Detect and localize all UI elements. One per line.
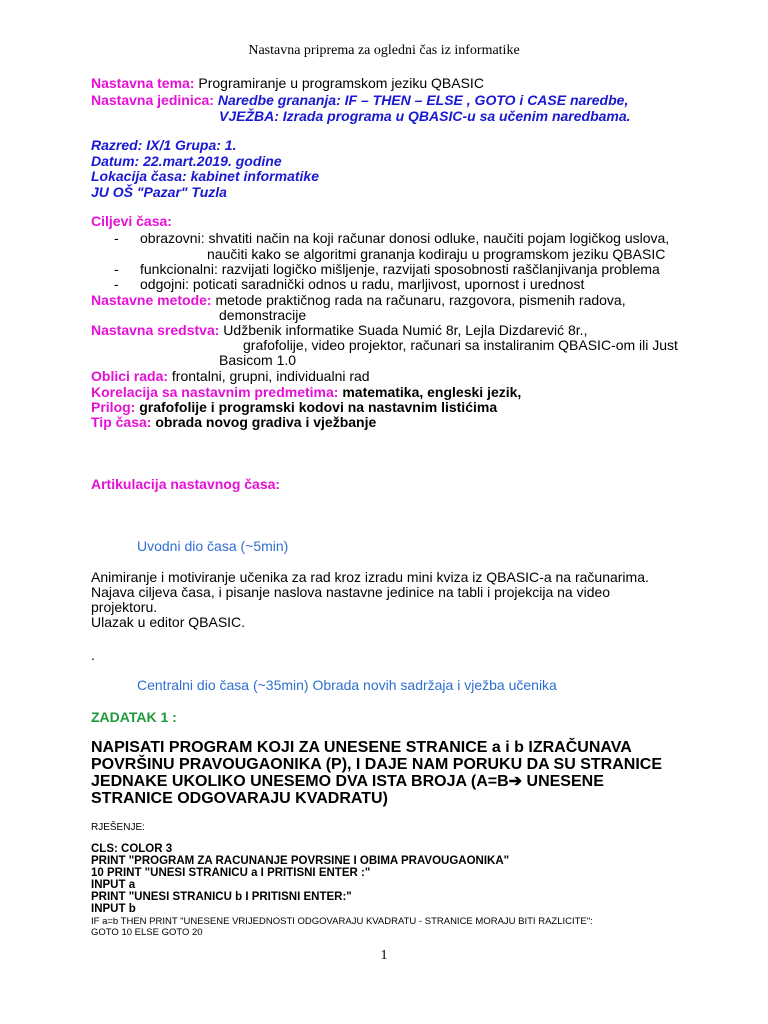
cilj-obrazovni: obrazovni: shvatiti način na koji računar donosi odluke, naučiti pojam logičkog uslova, <box>140 230 670 246</box>
code-line: PRINT "UNESI STRANICU b I PRITISNI ENTER:" <box>91 891 352 903</box>
datum: Datum: 22.mart.2019. godine <box>91 153 282 169</box>
metode-value-2: demonstracije <box>219 307 307 323</box>
oblici-label: Oblici rada: <box>91 368 169 384</box>
cilj-funkcionalni: funkcionalni: razvijati logičko mišljenje, razvijati sposobnosti raščlanjivanja problema <box>140 261 660 277</box>
sredstva-label: Nastavna sredstva: <box>91 322 220 338</box>
bullet-dash: - <box>114 230 119 246</box>
tip-row <box>91 415 376 430</box>
tema-label: Nastavna tema: <box>91 75 195 91</box>
sredstva-value-2: grafofolije, video projektor, računari sa instaliranim QBASIC-om ili Just <box>243 337 678 353</box>
ciljevi-label: Ciljevi časa: <box>91 213 172 229</box>
code-line: 10 PRINT "UNESI STRANICU a I PRITISNI ENTER :" <box>91 867 371 879</box>
uvodni-paragraph-4: Ulazak u editor QBASIC. <box>91 614 246 630</box>
sredstva-row <box>91 323 587 338</box>
jedinica-value: Naredbe grananja: IF – THEN – ELSE , GOTO i CASE naredbe, <box>217 92 629 108</box>
prilog-label: Prilog: <box>91 399 136 415</box>
korelacija-row <box>91 385 521 400</box>
cilj-odgojni: odgojni: poticati saradnički odnos u radu, marljivost, upornost i urednost <box>140 276 585 292</box>
page-number: 1 <box>380 948 388 963</box>
uvodni-paragraph-1: Animiranje i motiviranje učenika za rad kroz izradu mini kviza iz QBASIC-a na računarima. <box>91 569 649 585</box>
code-line: CLS: COLOR 3 <box>91 843 173 855</box>
bullet-dash: - <box>114 261 119 277</box>
code-line-small: IF a=b THEN PRINT "UNESENE VRIJEDNOSTI ODGOVARAJU KVADRATU - STRANICE MORAJU BITI RAZLICITE": <box>91 916 593 927</box>
metode-value: metode praktičnog rada na računaru, razgovora, pismenih radova, <box>215 292 626 308</box>
skola: JU OŠ "Pazar" Tuzla <box>91 184 227 200</box>
sredstva-value: Udžbenik informatike Suada Numić 8r, Lejla Dizdarević 8r., <box>223 322 588 338</box>
tip-label: Tip časa: <box>91 414 152 430</box>
rjesenje-label: RJEŠENJE: <box>91 822 145 833</box>
metode-label: Nastavne metode: <box>91 292 212 308</box>
jedinica-row <box>91 93 628 108</box>
metode-row <box>91 293 626 308</box>
bullet-dash: - <box>114 276 119 292</box>
zadatak-line-3-end: UNESENE <box>522 773 604 790</box>
zadatak-line-3 <box>91 773 604 790</box>
tema-row <box>91 76 484 91</box>
right-arrow-icon: ➔ <box>508 773 523 790</box>
code-line-small: GOTO 10 ELSE GOTO 20 <box>91 927 203 938</box>
uvodni-paragraph-2: Najava ciljeva časa, i pisanje naslova nastavne jedinice na tabli i projekcija na video <box>91 584 611 600</box>
artikulacija-heading: Artikulacija nastavnog časa: <box>91 476 281 492</box>
code-line: INPUT b <box>91 903 136 915</box>
razred: Razred: IX/1 Grupa: 1. <box>91 137 237 153</box>
sredstva-value-3: Basicom 1.0 <box>219 352 297 368</box>
cilj-obrazovni-2: naučiti kako se algoritmi grananja kodiraju u programskom jeziku QBASIC <box>207 246 666 262</box>
jedinica-value-2: VJEŽBA: Izrada programa u QBASIC-u sa učenim naredbama. <box>219 108 631 124</box>
tip-value: obrada novog gradiva i vježbanje <box>155 414 377 430</box>
zadatak-line-1: NAPISATI PROGRAM KOJI ZA UNESENE STRANICE a i b IZRAČUNAVA <box>91 739 632 756</box>
stray-dot: . <box>91 647 95 663</box>
zadatak-heading: ZADATAK 1 : <box>91 709 177 725</box>
korelacija-value: matematika, engleski jezik, <box>342 384 522 400</box>
zadatak-line-4: STRANICE ODGOVARAJU KVADRATU) <box>91 790 388 807</box>
uvodni-paragraph-3: projektoru. <box>91 599 158 615</box>
oblici-row <box>91 369 370 384</box>
oblici-value: frontalni, grupni, individualni rad <box>171 368 370 384</box>
code-line: INPUT a <box>91 879 136 891</box>
lokacija: Lokacija časa: kabinet informatike <box>91 168 319 184</box>
centralni-link[interactable]: Centralni dio časa (~35min) Obrada novih sadržaja i vježba učenika <box>137 677 557 693</box>
page-title: Nastavna priprema za ogledni čas iz informatike <box>248 43 520 58</box>
code-line: PRINT "PROGRAM ZA RACUNANJE POVRSINE I OBIMA PRAVOUGAONIKA" <box>91 855 510 867</box>
prilog-value: grafofolije i programski kodovi na nastavnim listićima <box>139 399 498 415</box>
zadatak-line-3-text: JEDNAKE UKOLIKO UNESEMO DVA ISTA BROJA (A=B <box>91 773 509 790</box>
prilog-row <box>91 400 497 415</box>
uvodni-link[interactable]: Uvodni dio časa (~5min) <box>137 538 289 554</box>
zadatak-line-2: POVRŠINU PRAVOUGAONIKA (P), I DAJE NAM PORUKU DA SU STRANICE <box>91 756 662 773</box>
tema-value: Programiranje u programskom jeziku QBASIC <box>198 75 484 91</box>
korelacija-label: Korelacija sa nastavnim predmetima: <box>91 384 339 400</box>
jedinica-label: Nastavna jedinica: <box>91 92 214 108</box>
